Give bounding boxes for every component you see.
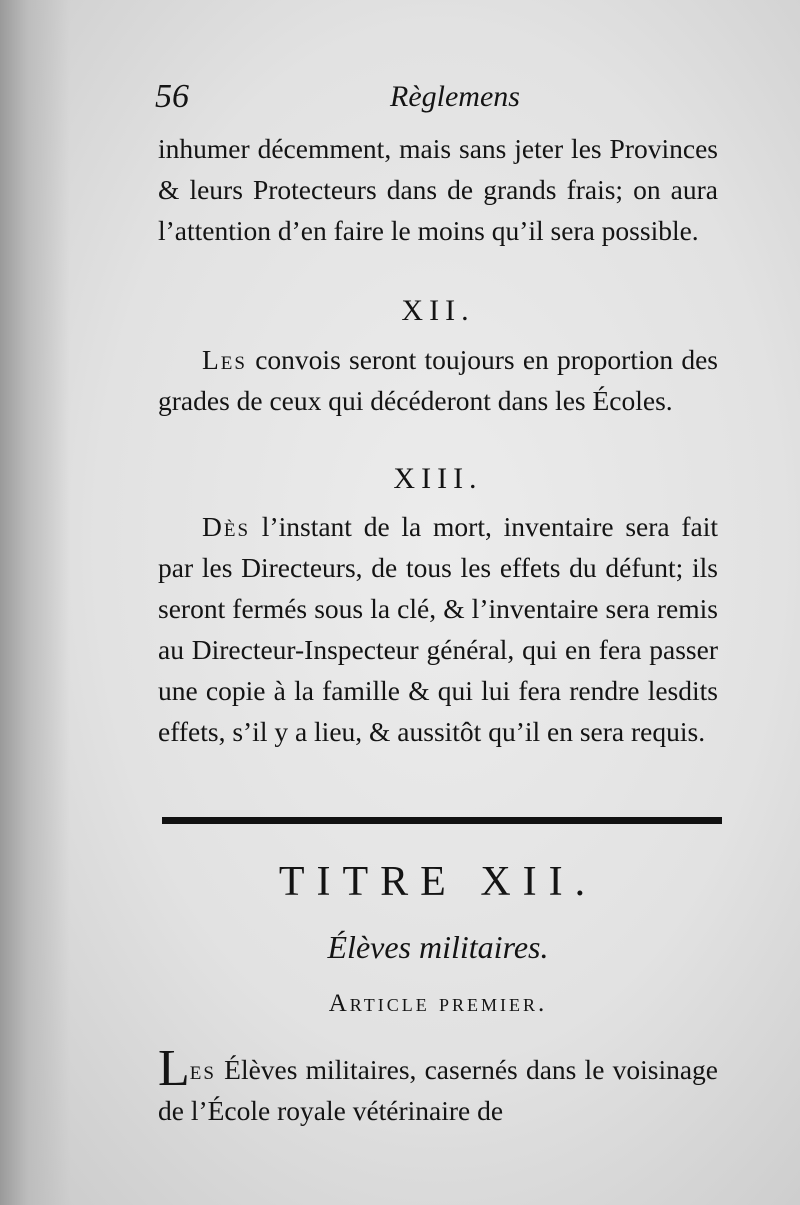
paragraph-article-13 [158,506,718,752]
article-number-12: XII. [401,294,475,327]
page-header [155,78,725,122]
running-title: Règlemens [390,80,520,113]
paragraph-text: convois seront toujours en proportion des grades de ceux qui décéderont dans les Écoles. [158,344,718,416]
paragraph-lead-word: es [189,1054,216,1085]
paragraph-lead-word: Les [202,344,247,375]
article-heading: Article premier. [328,990,548,1017]
paragraph-article-premier [158,1040,718,1131]
page-number: 56 [155,78,189,115]
paragraph-text: l’instant de la mort, inventaire sera fait par les Directeurs, de tous les effets du défunt; ils seront fermés sous la clé, & l’inventaire sera remis au Directeur-Inspecteur général, qui en fera passer une copie à la famille & qui lui fera rendre lesdits effets, s’il y a lieu, & aussitôt qu’il en sera requis. [158,511,718,747]
article-number-13: XIII. [393,462,483,495]
page-gutter-shadow [0,0,70,1205]
section-divider-rule [162,817,722,824]
paragraph-text: Élèves militaires, casernés dans le voisinage de l’École royale vétérinaire de [158,1054,718,1126]
drop-cap: L [158,1040,190,1097]
paragraph-continued: inhumer décemment, mais sans jeter les Provinces & leurs Protecteurs dans de grands frais; on aura l’attention d’en faire le moins qu’il sera possible. [158,133,718,246]
section-subtitle: Élèves militaires. [327,929,549,965]
paragraph-lead-word: Dès [202,511,251,542]
section-title: TITRE XII. [278,859,598,905]
paragraph-article-12 [158,339,718,421]
